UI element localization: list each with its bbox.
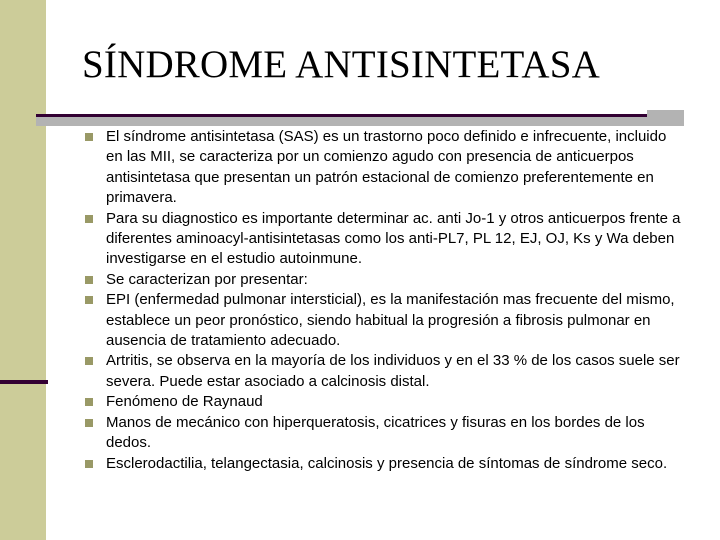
slide-title: SÍNDROME ANTISINTETASA bbox=[82, 43, 601, 86]
square-bullet-icon bbox=[85, 357, 93, 365]
list-item bbox=[84, 290, 684, 351]
bullet-text: Manos de mecánico con hiperqueratosis, cicatrices y fisuras en los bordes de los dedos. bbox=[106, 413, 645, 452]
square-bullet-icon bbox=[85, 276, 93, 284]
bullet-text: Esclerodactilia, telangectasia, calcinosis y presencia de síntomas de síndrome seco. bbox=[106, 454, 668, 472]
square-bullet-icon bbox=[85, 398, 93, 406]
square-bullet-icon bbox=[85, 215, 93, 223]
list-item bbox=[84, 413, 684, 454]
bullet-list bbox=[84, 127, 684, 474]
square-bullet-icon bbox=[85, 460, 93, 468]
bullet-text: Para su diagnostico es importante determinar ac. anti Jo-1 y otros anticuerpos frente a diferentes aminoacyl-antisintetasas como los anti-PL7, PL 12, EJ, OJ, Ks y Wa deben investigarse en el estudio autoinmune. bbox=[106, 209, 681, 268]
bullet-text: Se caracterizan por presentar: bbox=[106, 270, 308, 288]
list-item bbox=[84, 351, 684, 392]
bullet-text: El síndrome antisintetasa (SAS) es un trastorno poco definido e infrecuente, incluido en las MII, se caracteriza por un comienzo agudo con presencia de anticuerpos antisintetasa que presentan un patrón estacional de comienzo preferentemente en primavera. bbox=[106, 128, 667, 207]
bullet-text: Fenómeno de Raynaud bbox=[106, 393, 263, 411]
square-bullet-icon bbox=[85, 133, 93, 141]
square-bullet-icon bbox=[85, 419, 93, 427]
square-bullet-icon bbox=[85, 296, 93, 304]
list-item bbox=[84, 127, 684, 209]
title-underline-shadow bbox=[36, 117, 684, 126]
title-underline bbox=[36, 114, 647, 117]
bullet-text: EPI (enfermedad pulmonar intersticial), es la manifestación mas frecuente del mismo, establece un peor pronóstico, siendo habitual la progresión a fibrosis pulmonar en ausencia de tratamiento adecuado. bbox=[106, 291, 675, 350]
list-item bbox=[84, 270, 684, 290]
left-decorative-bar bbox=[0, 0, 46, 540]
list-item bbox=[84, 392, 684, 412]
title-underline-shadow-tip bbox=[647, 110, 684, 117]
bullet-text: Artritis, se observa en la mayoría de los individuos y en el 33 % de los casos suele ser severa. Puede estar asociado a calcinosis distal. bbox=[106, 352, 680, 390]
list-item bbox=[84, 454, 684, 474]
left-accent-line bbox=[0, 380, 48, 384]
list-item bbox=[84, 209, 684, 270]
